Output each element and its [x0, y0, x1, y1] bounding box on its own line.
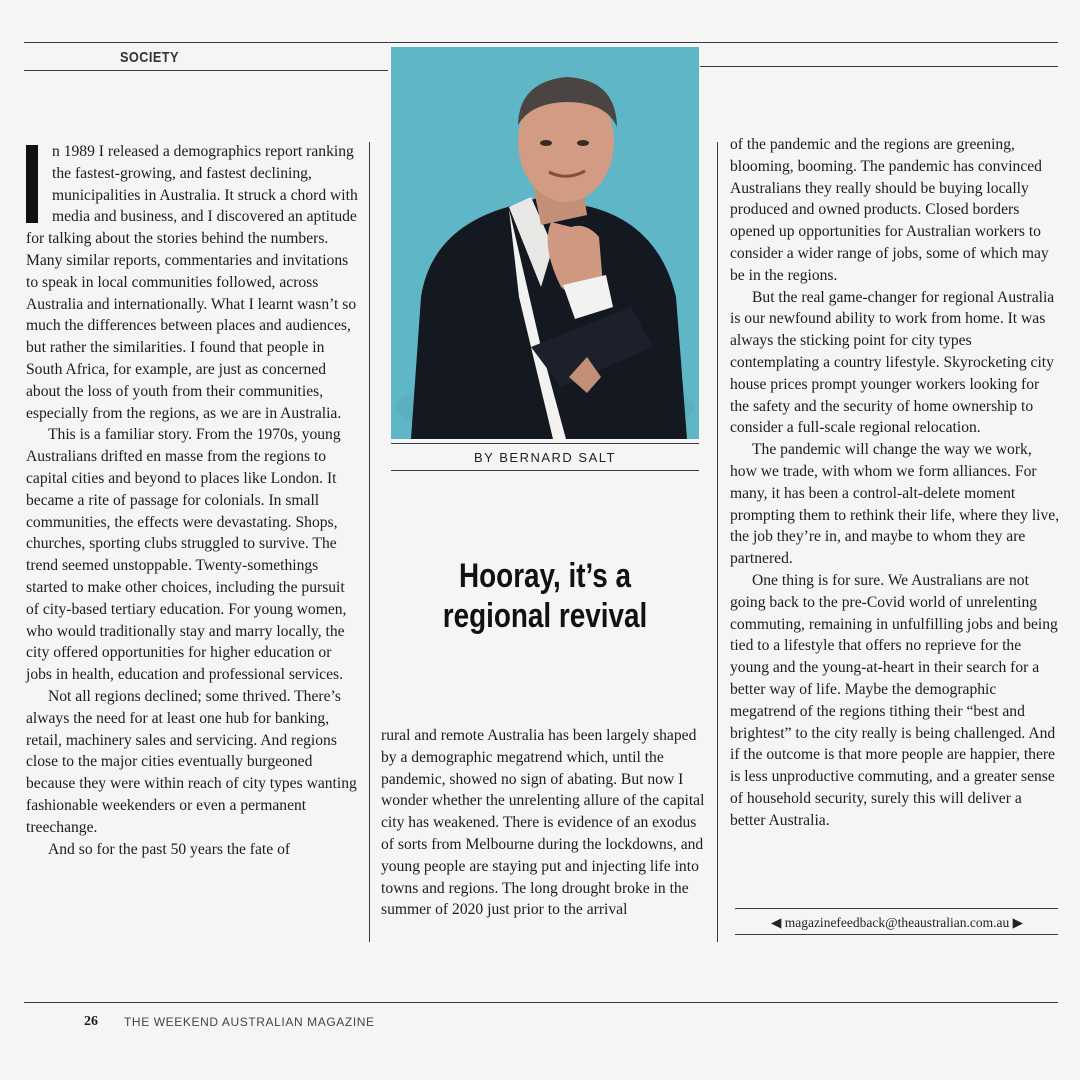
feedback-rule-top	[735, 908, 1058, 909]
column-2	[381, 725, 713, 921]
paragraph-3: Not all regions declined; some thrived. There’s always the need for at least one hub for banking, retail, machinery sales and servicing. And regions close to the major cities eventually burgeoned because they were within reach of city types wanting fashionable weekenders or even a permanent treechange.	[26, 687, 357, 836]
page-number: 26	[84, 1014, 98, 1029]
feedback-email[interactable]: ◀ magazinefeedback@theaustralian.com.au ▶	[770, 915, 1024, 930]
paragraph-1	[26, 141, 360, 424]
column-divider-right	[717, 142, 718, 942]
headline: Hooray, it’s a regional revival	[442, 557, 648, 635]
byline-rule-bottom	[391, 470, 699, 471]
footer-rule	[24, 1002, 1058, 1003]
magazine-name: THE WEEKEND AUSTRALIAN MAGAZINE	[124, 1015, 375, 1029]
column-divider-left	[369, 142, 370, 942]
author-photo	[391, 47, 699, 439]
paragraph-8: One thing is for sure. We Australians are not going back to the pre-Covid world of unrelenting commuting, remaining in unfulfilling jobs and being tied to a lifestyle that offers no reprieve for the young and the young-at-heart in their search for a better way of life. Maybe the demographic megatrend of the regions tithing their “best and brightest” to the city really is being challenged. And if the outcome is that more people are happier, there is less unproductive commuting, and a greater sense of household security, surely this will deliver a better Australia.	[730, 571, 1058, 829]
right-header-rule	[700, 66, 1058, 67]
top-rule	[24, 42, 1058, 43]
feedback-rule-bottom	[735, 934, 1058, 935]
paragraph-1-text: n 1989 I released a demographics report ranking the fastest-growing, and fastest declining, municipalities in Australia. It struck a chord with media and business, and I discovered an aptitude for talking about the stories behind the numbers. Many similar reports, commentaries and invitations to speak in local communities followed, across Australia and internationally. What I learnt wasn’t so much the differences between places and audiences, but rather the similarities. I found that people in South Africa, for example, are just as concerned about the loss of youth from their communities, especially from the regions, as we are in Australia.	[26, 143, 358, 422]
byline: BY BERNARD SALT	[474, 450, 616, 465]
paragraph-2: This is a familiar story. From the 1970s, young Australians drifted en masse from the regions to capital cities and beyond to places like London. It became a rite of passage for colonials. In small communities, the effects were devastating. Shops, churches, sporting clubs struggled to survive. The trend seemed unstoppable. Twenty-somethings started to make other choices, including the pursuit of city-based tertiary education. For young women, who would traditionally stay and marry locally, the city offered opportunities for higher education or jobs in health, education and professional services.	[26, 426, 347, 684]
drop-cap-bar	[26, 145, 38, 223]
column-1	[26, 141, 360, 860]
paragraph-continued: rural and remote Australia has been largely shaped by a demographic megatrend which, until the pandemic, showed no sign of abating. But now I wonder whether the unrelenting allure of the capital city has weakened. There is evidence of an exodus of sorts from Melbourne during the lockdowns, and young people are staying put and injecting life into towns and regions. The long drought broke in the summer of 2020 just prior to the arrival	[381, 727, 705, 919]
section-label: SOCIETY	[120, 49, 179, 66]
column-3	[730, 134, 1060, 832]
paragraph-4: And so for the past 50 years the fate of	[48, 840, 291, 858]
paragraph-7: The pandemic will change the way we work, how we trade, with whom we form alliances. For many, it has been a control-alt-delete moment prompting them to rethink their life, where they live, the job they’re in, and maybe to whom they are partnered.	[730, 441, 1060, 568]
paragraph-6: But the real game-changer for regional Australia is our newfound ability to work from home. It was always the sticking point for city types contemplating a country lifestyle. Skyrocketing city house prices prompt younger workers looking for the safety and the security of home ownership to consider a full-scale regional relocation.	[730, 288, 1055, 437]
section-rule	[24, 70, 388, 71]
author-portrait-illustration	[391, 47, 699, 439]
paragraph-5: of the pandemic and the regions are greening, blooming, booming. The pandemic has convinced Australians they really should be buying locally produced and owned products. Closed borders opened up opportunities for Australian workers to consider a wider range of jobs, some of which may be in the regions.	[730, 136, 1049, 284]
byline-rule-top	[391, 443, 699, 444]
